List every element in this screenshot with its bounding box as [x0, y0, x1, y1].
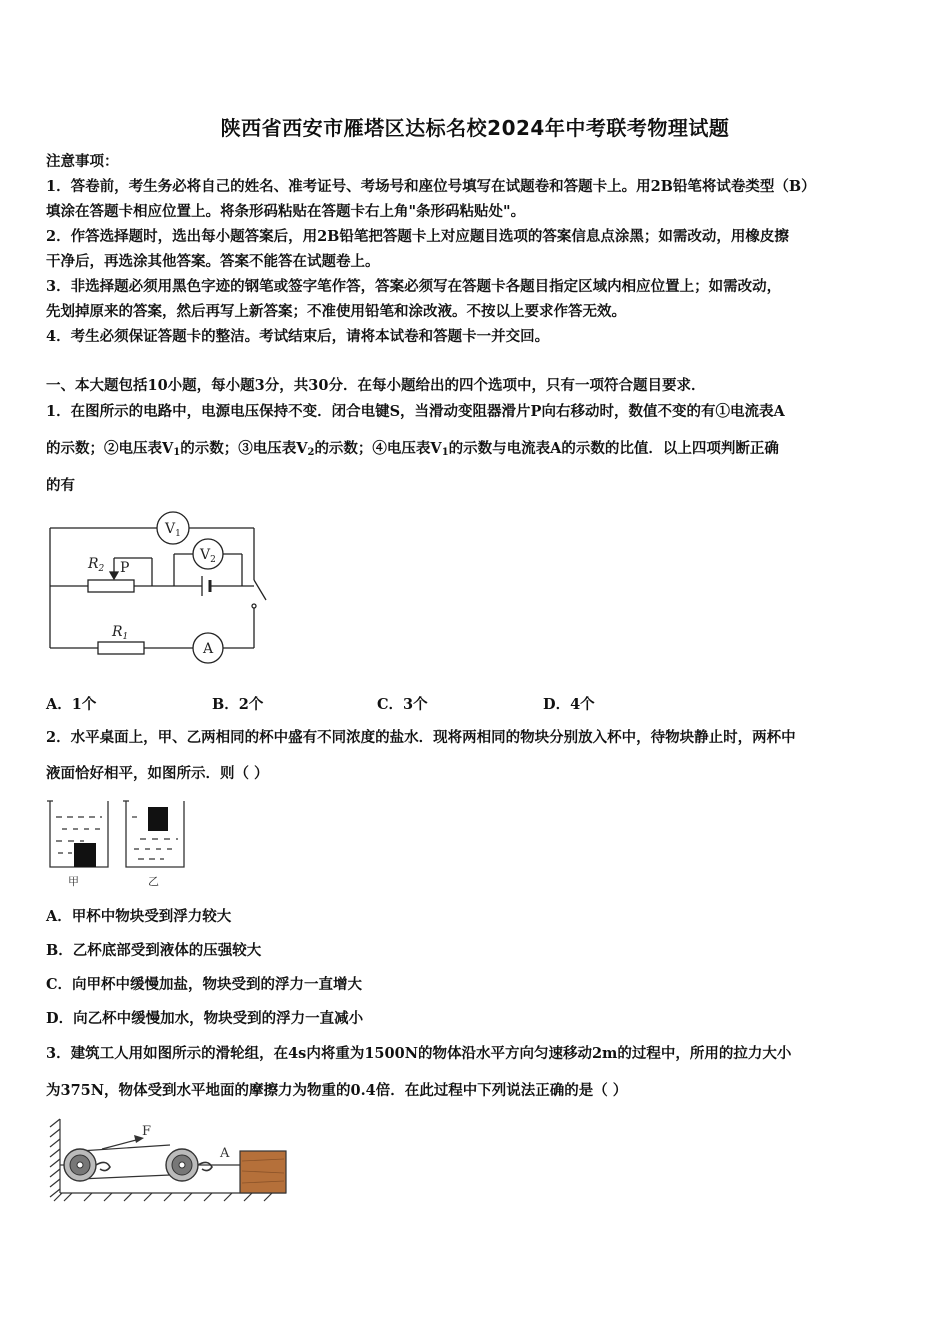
resistor-r1-icon	[98, 642, 144, 654]
notice-line: 先划掉原来的答案，然后再写上新答案；不准使用铅笔和涂改液。不按以上要求作答无效。	[46, 303, 626, 320]
v1-label: $V_1$	[165, 521, 181, 539]
block-in-beaker-2	[148, 807, 168, 831]
q1-option-d[interactable]: D．4个	[543, 696, 595, 713]
notice-heading: 注意事项：	[46, 153, 119, 170]
q1-option-a[interactable]: A．1个	[46, 696, 97, 713]
force-label: F	[142, 1124, 152, 1139]
q3-pulley-diagram	[44, 1113, 294, 1208]
q2-stem-line2: 液面恰好相平，如图所示．则（ ）	[46, 765, 269, 782]
r2-label: $R_2$	[88, 556, 105, 574]
q2-option-c[interactable]: C．向甲杯中缓慢加盐，物块受到的浮力一直增大	[46, 976, 363, 993]
q1-stem-line3: 的有	[46, 477, 75, 494]
notice-line: 4．考生必须保证答题卡的整洁。考试结束后，请将本试卷和答题卡一并交回。	[46, 328, 550, 345]
q2-beaker-diagram	[44, 795, 194, 890]
q1-stem-line2: 的示数；②电压表$V_1$的示数；③电压表$V_2$的示数；④电压表$V_1$的示数与电流表A的示数的比值．以上四项判断正确	[46, 440, 779, 458]
r1-label: $R_1$	[112, 624, 129, 642]
notice-line: 1．答卷前，考生务必将自己的姓名、准考证号、考场号和座位号填写在试题卷和答题卡上。用2B铅笔将试卷类型（B）	[46, 178, 816, 195]
q2-option-b[interactable]: B．乙杯底部受到液体的压强较大	[46, 942, 262, 959]
q3-stem-line2: 为375N，物体受到水平地面的摩擦力为物重的0.4倍．在此过程中下列说法正确的是（ ）	[46, 1082, 628, 1099]
beaker-2-label: 乙	[148, 875, 159, 888]
a-label: A	[203, 641, 214, 657]
slider-arrow-icon	[110, 572, 118, 579]
q1-option-c[interactable]: C．3个	[377, 696, 428, 713]
notice-line: 干净后，再选涂其他答案。答案不能答在试题卷上。	[46, 253, 380, 270]
v2-label: $V_2$	[200, 547, 216, 565]
switch-icon	[252, 604, 256, 608]
q1-stem-line1: 1．在图所示的电路中，电源电压保持不变．闭合电键S，当滑动变阻器滑片P向右移动时，数值不变的有①电流表A	[46, 403, 785, 420]
notice-line: 填涂在答题卡相应位置上。将条形码粘贴在答题卡右上角"条形码粘贴处"。	[46, 203, 526, 220]
q2-option-d[interactable]: D．向乙杯中缓慢加水，物块受到的浮力一直减小	[46, 1010, 364, 1027]
resistor-r2-icon	[88, 580, 134, 592]
notice-line: 2．作答选择题时，选出每小题答案后，用2B铅笔把答题卡上对应题目选项的答案信息点涂黑；如需改动，用橡皮擦	[46, 228, 789, 245]
q1-circuit-diagram	[44, 508, 284, 668]
section-heading: 一、本大题包括10小题，每小题3分，共30分．在每小题给出的四个选项中，只有一项符合题目要求．	[46, 377, 706, 394]
p-label: P	[120, 560, 130, 576]
point-a-label: A	[220, 1146, 230, 1161]
block-in-beaker-1	[74, 843, 96, 867]
beaker-1-label: 甲	[68, 875, 79, 888]
page-title: 陕西省西安市雁塔区达标名校2024年中考联考物理试题	[220, 116, 730, 140]
notice-line: 3．非选择题必须用黑色字迹的钢笔或签字笔作答，答案必须写在答题卡各题目指定区域内相应位置上；如需改动，	[46, 278, 782, 295]
q2-stem-line1: 2．水平桌面上，甲、乙两相同的杯中盛有不同浓度的盐水．现将两相同的物块分别放入杯中，待物块静止时，两杯中	[46, 729, 796, 746]
q3-stem-line1: 3．建筑工人用如图所示的滑轮组，在4s内将重为1500N的物体沿水平方向匀速移动2m的过程中，所用的拉力大小	[46, 1045, 792, 1062]
q2-option-a[interactable]: A．甲杯中物块受到浮力较大	[46, 908, 232, 925]
q1-option-b[interactable]: B．2个	[212, 696, 264, 713]
